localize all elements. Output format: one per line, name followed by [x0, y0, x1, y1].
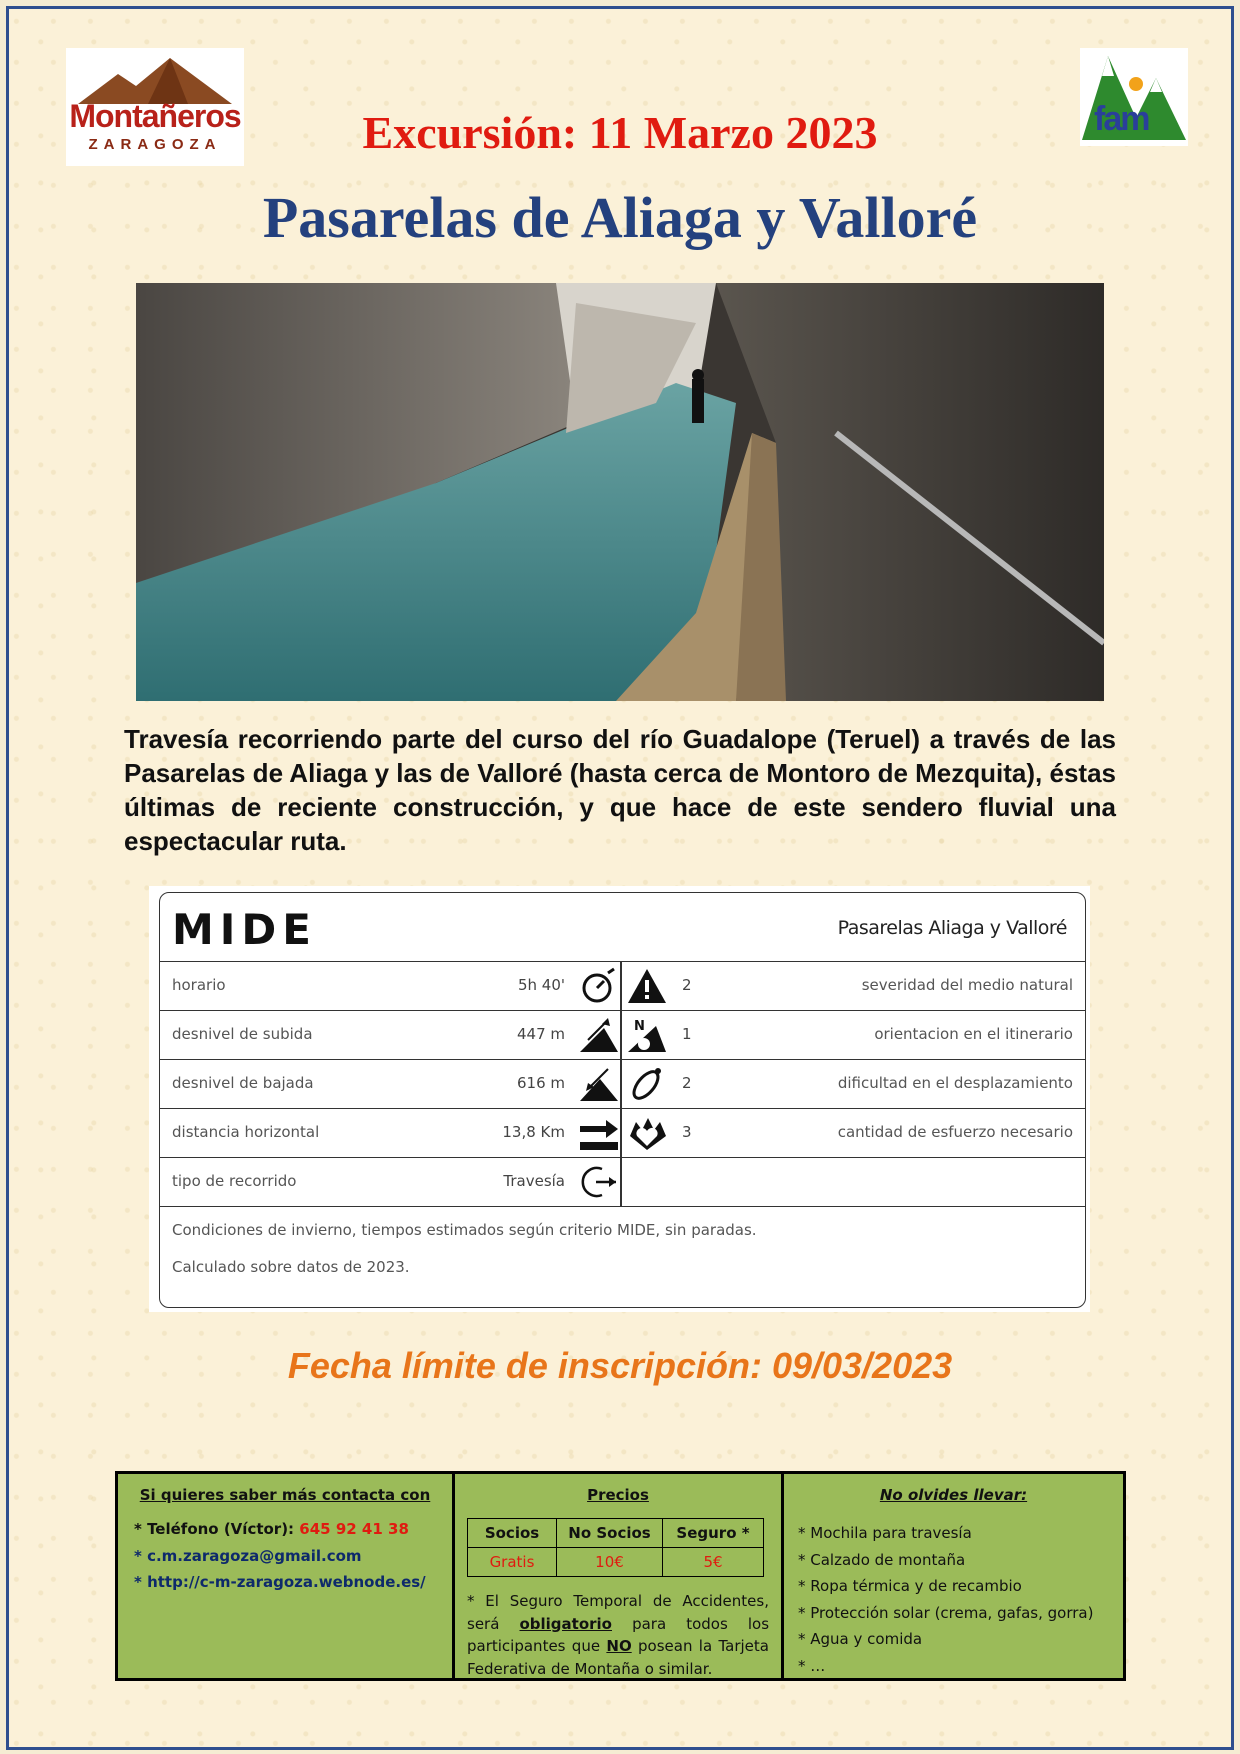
mide-table: [159, 892, 1086, 1308]
bring-box: [781, 1471, 1126, 1681]
mide-value: Travesía: [503, 1172, 565, 1190]
contact-phone-line: [134, 1520, 409, 1538]
distance-arrow-icon: [578, 1114, 620, 1152]
mide-right-label: severidad del medio natural: [861, 976, 1073, 994]
mandatory-word: obligatorio: [519, 1614, 612, 1633]
logo-brand-text: Montañeros: [69, 98, 241, 134]
footprint-icon: [626, 1065, 668, 1103]
price-col-no-socios: No Socios: [557, 1519, 663, 1548]
mide-score: 1: [682, 1025, 692, 1043]
list-item: * Calzado de montaña: [798, 1550, 966, 1569]
prices-box: [452, 1471, 784, 1681]
price-table: [467, 1518, 764, 1577]
mide-logo: MIDE: [172, 905, 317, 954]
ascent-icon: [578, 1016, 620, 1054]
bring-list: [798, 1520, 1093, 1679]
mide-label: tipo de recorrido: [172, 1172, 297, 1190]
mide-value: 447 m: [516, 1025, 565, 1043]
excursion-date-title: Excursión: 11 Marzo 2023: [362, 107, 878, 158]
mide-value: 13,8 Km: [502, 1123, 565, 1141]
mide-value: 616 m: [516, 1074, 565, 1092]
price-socios: Gratis: [468, 1548, 557, 1577]
route-title: Pasarelas de Aliaga y Valloré: [262, 185, 978, 250]
mide-label: desnivel de bajada: [172, 1074, 314, 1092]
mide-header: [160, 893, 1085, 962]
compass-north-icon: [626, 1016, 668, 1054]
mide-right-label: orientacion en el itinerario: [874, 1025, 1073, 1043]
bring-header: No olvides llevar:: [879, 1486, 1028, 1504]
price-seguro: 5€: [663, 1548, 764, 1577]
prices-header: Precios: [587, 1486, 649, 1504]
mide-note-calculated: Calculado sobre datos de 2023.: [172, 1258, 410, 1276]
price-col-socios: Socios: [468, 1519, 557, 1548]
svg-text:N: N: [634, 1019, 645, 1034]
descent-icon: [578, 1065, 620, 1103]
contact-email[interactable]: * c.m.zaragoza@gmail.com: [134, 1547, 362, 1565]
mide-value: 5h 40': [517, 976, 565, 994]
route-description: Travesía recorriendo parte del curso del río Guadalope (Teruel) a través de las Pasarelas de Aliaga y las de Valloré (hasta cerca de Montoro de Mezquita), éstas últimas de reciente construcción, y que hace de este sendero fluvial una espectacular ruta.: [124, 724, 1116, 856]
contact-box: [115, 1471, 455, 1681]
mide-label: desnivel de subida: [172, 1025, 313, 1043]
warning-icon: [626, 967, 668, 1005]
canyon-walkway-photo: [136, 283, 1104, 701]
mide-row-horario: [160, 961, 1085, 1011]
price-col-seguro: Seguro *: [663, 1519, 764, 1548]
contact-header: Si quieres saber más contacta con: [139, 1486, 431, 1504]
mide-score: 2: [682, 1074, 692, 1092]
no-word: NO: [606, 1637, 632, 1655]
logo-city-text: ZARAGOZA: [88, 136, 222, 153]
mide-score: 3: [682, 1123, 692, 1141]
mide-label: horario: [172, 976, 226, 994]
registration-deadline: Fecha límite de inscripción: 09/03/2023: [287, 1345, 953, 1386]
mide-panel: [149, 886, 1090, 1312]
phone-number[interactable]: 645 92 41 38: [299, 1520, 409, 1538]
fam-logo-text: fam: [1094, 100, 1149, 138]
heart-effort-icon: [626, 1114, 668, 1152]
mide-route-name: Pasarelas Aliaga y Valloré: [837, 917, 1067, 939]
list-item: * …: [798, 1656, 826, 1675]
contact-website[interactable]: * http://c-m-zaragoza.webnode.es/: [134, 1573, 426, 1591]
mide-row-subida: [160, 1010, 1085, 1060]
stopwatch-icon: [578, 967, 620, 1005]
list-item: * Protección solar (crema, gafas, gorra): [798, 1603, 1094, 1622]
list-item: * Ropa térmica y de recambio: [798, 1577, 1022, 1595]
list-item: * Agua y comida: [798, 1630, 923, 1648]
insurance-note: * El Seguro Temporal de Accidentes, será obligatorio para todos los participantes que NO posean la Tarjeta Federativa de Montaña o similar.: [467, 1592, 770, 1678]
list-item: * Mochila para travesía: [798, 1524, 972, 1542]
price-table-header-row: [468, 1519, 764, 1548]
price-table-value-row: [468, 1548, 764, 1577]
price-no-socios: 10€: [557, 1548, 663, 1577]
mide-note-conditions: Condiciones de invierno, tiempos estimados según criterio MIDE, sin paradas.: [172, 1221, 757, 1239]
route-type-icon: [578, 1163, 620, 1201]
mide-right-label: cantidad de esfuerzo necesario: [837, 1123, 1073, 1141]
mide-label: distancia horizontal: [172, 1123, 320, 1141]
mide-right-label: dificultad en el desplazamiento: [837, 1074, 1073, 1092]
mide-row-distancia: [160, 1108, 1085, 1158]
phone-label: * Teléfono (Víctor):: [134, 1520, 300, 1538]
mide-row-tipo: [160, 1157, 1085, 1207]
mide-row-bajada: [160, 1059, 1085, 1109]
mide-score: 2: [682, 976, 692, 994]
